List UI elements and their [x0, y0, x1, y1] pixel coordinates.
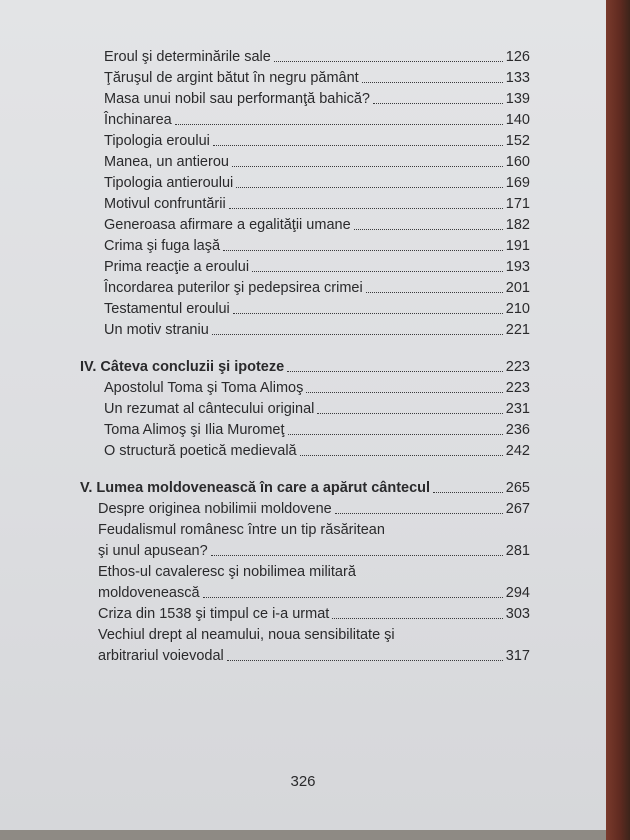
leader-dots	[332, 618, 503, 619]
toc-entry-title: Un rezumat al cântecului original	[104, 401, 315, 417]
leader-dots	[203, 597, 503, 598]
leader-dots	[211, 555, 503, 556]
toc-entry	[104, 152, 530, 171]
book-cover-edge	[606, 0, 630, 840]
toc-entry	[104, 257, 530, 276]
toc-entry-page: 221	[505, 322, 530, 338]
leader-dots	[252, 271, 503, 272]
toc-entry-line	[98, 562, 530, 581]
toc-entry	[104, 299, 530, 318]
toc-entry-title: Manea, un antierou	[104, 154, 229, 170]
toc-entry-title: Ethos-ul cavaleresc şi nobilimea militară	[98, 564, 356, 580]
toc-entry-title: Închinarea	[104, 112, 172, 128]
toc-section-heading	[80, 357, 530, 376]
toc-entry	[104, 236, 530, 255]
toc-entry	[104, 278, 530, 297]
toc-entry-page: 193	[505, 259, 530, 275]
toc-entry	[104, 378, 530, 397]
toc-entry-line	[98, 520, 530, 539]
toc-section-page: 265	[505, 480, 530, 496]
toc-entry-page: 267	[505, 501, 530, 517]
toc-section-title: IV. Câteva concluzii şi ipoteze	[80, 359, 285, 375]
leader-dots	[366, 292, 503, 293]
toc-entry-title: Testamentul eroului	[104, 301, 230, 317]
page-number: 326	[290, 773, 316, 790]
toc-entry-title: Criza din 1538 şi timpul ce i-a urmat	[98, 606, 330, 622]
toc-entry-title: şi unul apusean?	[98, 543, 208, 559]
toc-entry-page: 231	[505, 401, 530, 417]
toc-entry	[98, 541, 530, 560]
toc-entry-line	[98, 625, 530, 644]
leader-dots	[300, 455, 503, 456]
toc-entry	[104, 399, 530, 418]
leader-dots	[335, 513, 503, 514]
leader-dots	[223, 250, 503, 251]
toc-entry-page: 182	[505, 217, 530, 233]
toc-entry-title: Masa unui nobil sau performanţă bahică?	[104, 91, 370, 107]
toc-entry-title: moldovenească	[98, 585, 200, 601]
toc-entry-page: 171	[505, 196, 530, 212]
toc-entry-page: 140	[505, 112, 530, 128]
toc-entry	[104, 441, 530, 460]
leader-dots	[175, 124, 503, 125]
toc-entry-title: Eroul şi determinările sale	[104, 49, 271, 65]
toc-entry-title: O structură poetică medievală	[104, 443, 297, 459]
leader-dots	[433, 492, 503, 493]
toc-entry-title: Tipologia antieroului	[104, 175, 234, 191]
toc-entry-title: Motivul confruntării	[104, 196, 226, 212]
toc-entry-page: 223	[505, 380, 530, 396]
toc-section-heading	[80, 478, 530, 497]
toc-entry-title: Crima şi fuga laşă	[104, 238, 221, 254]
toc-entry-page: 139	[505, 91, 530, 107]
toc-entry	[104, 215, 530, 234]
leader-dots	[287, 371, 503, 372]
toc-entry-title: Apostolul Toma şi Toma Alimoş	[104, 380, 304, 396]
toc-entry-title: Încordarea puterilor şi pedepsirea crimei	[104, 280, 363, 296]
leader-dots	[274, 61, 503, 62]
toc-section-title: V. Lumea moldovenească în care a apărut cântecul	[80, 480, 431, 496]
leader-dots	[306, 392, 502, 393]
toc-entry-page: 281	[505, 543, 530, 559]
toc-entry	[104, 173, 530, 192]
leader-dots	[227, 660, 503, 661]
toc-entry-title: Vechiul drept al neamului, noua sensibilitate şi	[98, 627, 395, 643]
leader-dots	[229, 208, 503, 209]
page-bottom-edge	[0, 830, 606, 840]
toc-entry-title: Ţăruşul de argint bătut în negru pământ	[104, 70, 359, 86]
toc-entry	[104, 110, 530, 129]
toc-entry	[98, 604, 530, 623]
toc-entry	[104, 420, 530, 439]
toc-entry-page: 242	[505, 443, 530, 459]
leader-dots	[212, 334, 503, 335]
toc-entry-page: 201	[505, 280, 530, 296]
toc-entry-page: 210	[505, 301, 530, 317]
leader-dots	[232, 166, 503, 167]
toc-entry-page: 236	[505, 422, 530, 438]
toc-entry	[104, 194, 530, 213]
toc-section-page: 223	[505, 359, 530, 375]
toc-entry-title: arbitrariul voievodal	[98, 648, 224, 664]
leader-dots	[354, 229, 503, 230]
toc-entry-page: 303	[505, 606, 530, 622]
toc-entry	[98, 646, 530, 665]
leader-dots	[213, 145, 503, 146]
toc-entry-title: Generoasa afirmare a egalităţii umane	[104, 217, 351, 233]
toc-entry-page: 294	[505, 585, 530, 601]
toc-entry-page: 160	[505, 154, 530, 170]
toc-entry	[104, 131, 530, 150]
leader-dots	[373, 103, 503, 104]
toc-entry-title: Tipologia eroului	[104, 133, 210, 149]
leader-dots	[233, 313, 503, 314]
toc-entry	[104, 320, 530, 339]
toc-entry-title: Feudalismul românesc între un tip răsăritean	[98, 522, 385, 538]
toc-entry-page: 317	[505, 648, 530, 664]
toc-entry-page: 191	[505, 238, 530, 254]
toc-entry	[104, 68, 530, 87]
toc-entry-title: Despre originea nobilimii moldovene	[98, 501, 332, 517]
leader-dots	[236, 187, 503, 188]
toc-entry-title: Prima reacţie a eroului	[104, 259, 250, 275]
toc-entry-page: 152	[505, 133, 530, 149]
leader-dots	[288, 434, 503, 435]
toc-entry	[98, 583, 530, 602]
toc-entry	[104, 47, 530, 66]
leader-dots	[362, 82, 503, 83]
toc-entry	[104, 89, 530, 108]
toc-entry-title: Toma Alimoş şi Ilia Muromeţ	[104, 422, 285, 438]
leader-dots	[317, 413, 502, 414]
toc-entry	[98, 499, 530, 518]
toc-entry-page: 133	[505, 70, 530, 86]
toc-entry-page: 169	[505, 175, 530, 191]
toc-entry-title: Un motiv straniu	[104, 322, 209, 338]
toc-entry-page: 126	[505, 49, 530, 65]
